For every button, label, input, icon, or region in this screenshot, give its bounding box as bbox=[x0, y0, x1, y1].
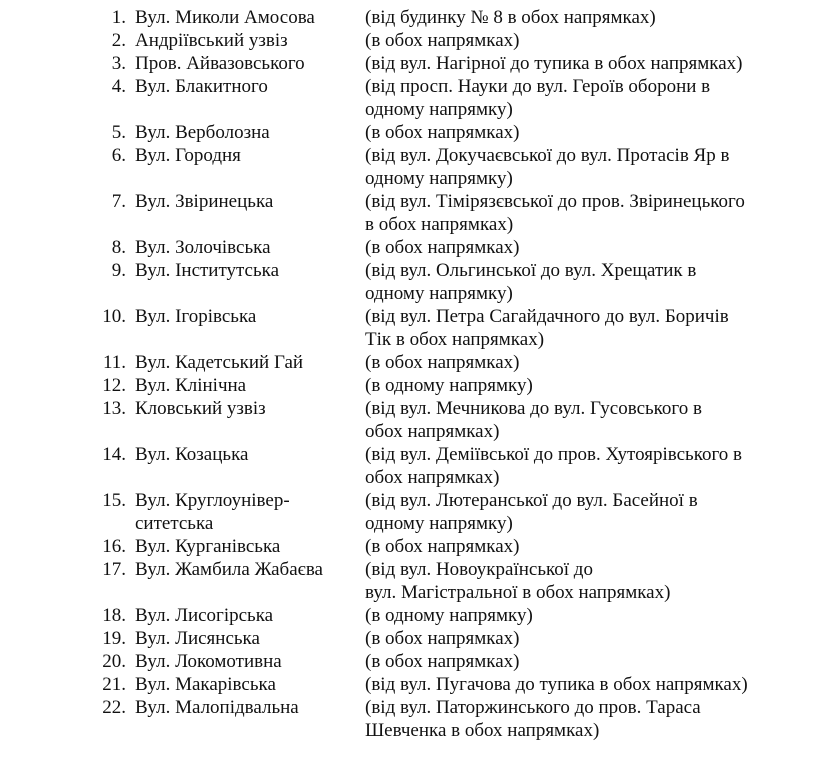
item-number: 15. bbox=[102, 490, 126, 511]
direction-note: (в обох напрямках) bbox=[365, 237, 520, 258]
item-number: 4. bbox=[111, 76, 126, 97]
list-item bbox=[0, 144, 820, 190]
list-item bbox=[0, 673, 820, 696]
street-name: Вул. Жамбила Жабаєва bbox=[135, 559, 323, 580]
street-name: Кловський узвіз bbox=[135, 398, 266, 419]
list-item bbox=[0, 351, 820, 374]
direction-note: (від вул. Петра Сагайдачного до вул. Боричів Тік в обох напрямках) bbox=[365, 306, 729, 350]
direction-note: (в обох напрямках) bbox=[365, 352, 520, 373]
list-item bbox=[0, 236, 820, 259]
item-number: 6. bbox=[111, 145, 126, 166]
item-number: 5. bbox=[111, 122, 126, 143]
item-number: 20. bbox=[102, 651, 126, 672]
street-name: Вул. Круглоунівер- ситетська bbox=[135, 490, 290, 534]
street-name: Андріївський узвіз bbox=[135, 30, 288, 51]
direction-note: (від вул. Новоукраїнської до вул. Магістральної в обох напрямках) bbox=[365, 559, 671, 603]
item-number: 9. bbox=[111, 260, 126, 281]
street-name: Вул. Інститутська bbox=[135, 260, 280, 281]
list-item bbox=[0, 627, 820, 650]
direction-note: (в обох напрямках) bbox=[365, 536, 520, 557]
list-item bbox=[0, 650, 820, 673]
list-item bbox=[0, 535, 820, 558]
list-item bbox=[0, 558, 820, 604]
street-name: Вул. Городня bbox=[135, 145, 241, 166]
street-name: Вул. Клінічна bbox=[135, 375, 247, 396]
list-item bbox=[0, 259, 820, 305]
item-number: 22. bbox=[102, 697, 126, 718]
direction-note: (в обох напрямках) bbox=[365, 628, 520, 649]
street-name: Вул. Курганівська bbox=[135, 536, 281, 557]
direction-note: (від вул. Нагірної до тупика в обох напрямках) bbox=[365, 53, 743, 74]
list-item bbox=[0, 52, 820, 75]
item-number: 12. bbox=[102, 375, 126, 396]
list-item bbox=[0, 489, 820, 535]
list-item bbox=[0, 121, 820, 144]
list-item bbox=[0, 374, 820, 397]
direction-note: (в одному напрямку) bbox=[365, 605, 533, 626]
direction-note: (в обох напрямках) bbox=[365, 651, 520, 672]
item-number: 10. bbox=[102, 306, 126, 327]
street-name: Вул. Миколи Амосова bbox=[135, 7, 315, 28]
item-number: 3. bbox=[111, 53, 126, 74]
item-number: 2. bbox=[111, 30, 126, 51]
item-number: 8. bbox=[111, 237, 126, 258]
street-name: Вул. Ігорівська bbox=[135, 306, 257, 327]
list-item bbox=[0, 443, 820, 489]
direction-note: (від просп. Науки до вул. Героїв оборони в одному напрямку) bbox=[365, 76, 711, 120]
street-list bbox=[0, 6, 820, 742]
item-number: 11. bbox=[102, 352, 126, 373]
street-name: Вул. Макарівська bbox=[135, 674, 276, 695]
direction-note: (від вул. Мечникова до вул. Гусовського в обох напрямках) bbox=[365, 398, 702, 442]
street-name: Вул. Звіринецька bbox=[135, 191, 274, 212]
item-number: 7. bbox=[111, 191, 126, 212]
item-number: 21. bbox=[102, 674, 126, 695]
street-name: Пров. Айвазовського bbox=[135, 53, 305, 74]
street-name: Вул. Козацька bbox=[135, 444, 249, 465]
street-name: Вул. Локомотивна bbox=[135, 651, 282, 672]
list-item bbox=[0, 75, 820, 121]
direction-note: (в обох напрямках) bbox=[365, 122, 520, 143]
direction-note: (від будинку № 8 в обох напрямках) bbox=[365, 7, 656, 28]
list-item bbox=[0, 190, 820, 236]
item-number: 14. bbox=[102, 444, 126, 465]
street-name: Вул. Малопідвальна bbox=[135, 697, 299, 718]
direction-note: (від вул. Паторжинського до пров. Тараса Шевченка в обох напрямках) bbox=[365, 697, 701, 741]
street-name: Вул. Лисянська bbox=[135, 628, 260, 649]
direction-note: (в одному напрямку) bbox=[365, 375, 533, 396]
list-item bbox=[0, 29, 820, 52]
direction-note: (від вул. Деміївської до пров. Хутоярівського в обох напрямках) bbox=[365, 444, 743, 488]
item-number: 17. bbox=[102, 559, 126, 580]
direction-note: (від вул. Докучаєвської до вул. Протасів Яр в одному напрямку) bbox=[365, 145, 730, 189]
item-number: 18. bbox=[102, 605, 126, 626]
list-item bbox=[0, 6, 820, 29]
street-name: Вул. Лисогірська bbox=[135, 605, 274, 626]
list-item bbox=[0, 397, 820, 443]
item-number: 13. bbox=[102, 398, 126, 419]
list-item bbox=[0, 604, 820, 627]
street-name: Вул. Верболозна bbox=[135, 122, 270, 143]
list-item bbox=[0, 305, 820, 351]
direction-note: (від вул. Ольгинської до вул. Хрещатик в одному напрямку) bbox=[365, 260, 697, 304]
item-number: 19. bbox=[102, 628, 126, 649]
direction-note: (в обох напрямках) bbox=[365, 30, 520, 51]
list-item bbox=[0, 696, 820, 742]
street-name: Вул. Золочівська bbox=[135, 237, 271, 258]
item-number: 16. bbox=[102, 536, 126, 557]
item-number: 1. bbox=[111, 7, 126, 28]
direction-note: (від вул. Тімірязєвської до пров. Звіринецького в обох напрямках) bbox=[365, 191, 745, 235]
direction-note: (від вул. Лютеранської до вул. Басейної в одному напрямку) bbox=[365, 490, 698, 534]
direction-note: (від вул. Пугачова до тупика в обох напрямках) bbox=[365, 674, 748, 695]
street-name: Вул. Кадетський Гай bbox=[135, 352, 304, 373]
street-name: Вул. Блакитного bbox=[135, 76, 268, 97]
